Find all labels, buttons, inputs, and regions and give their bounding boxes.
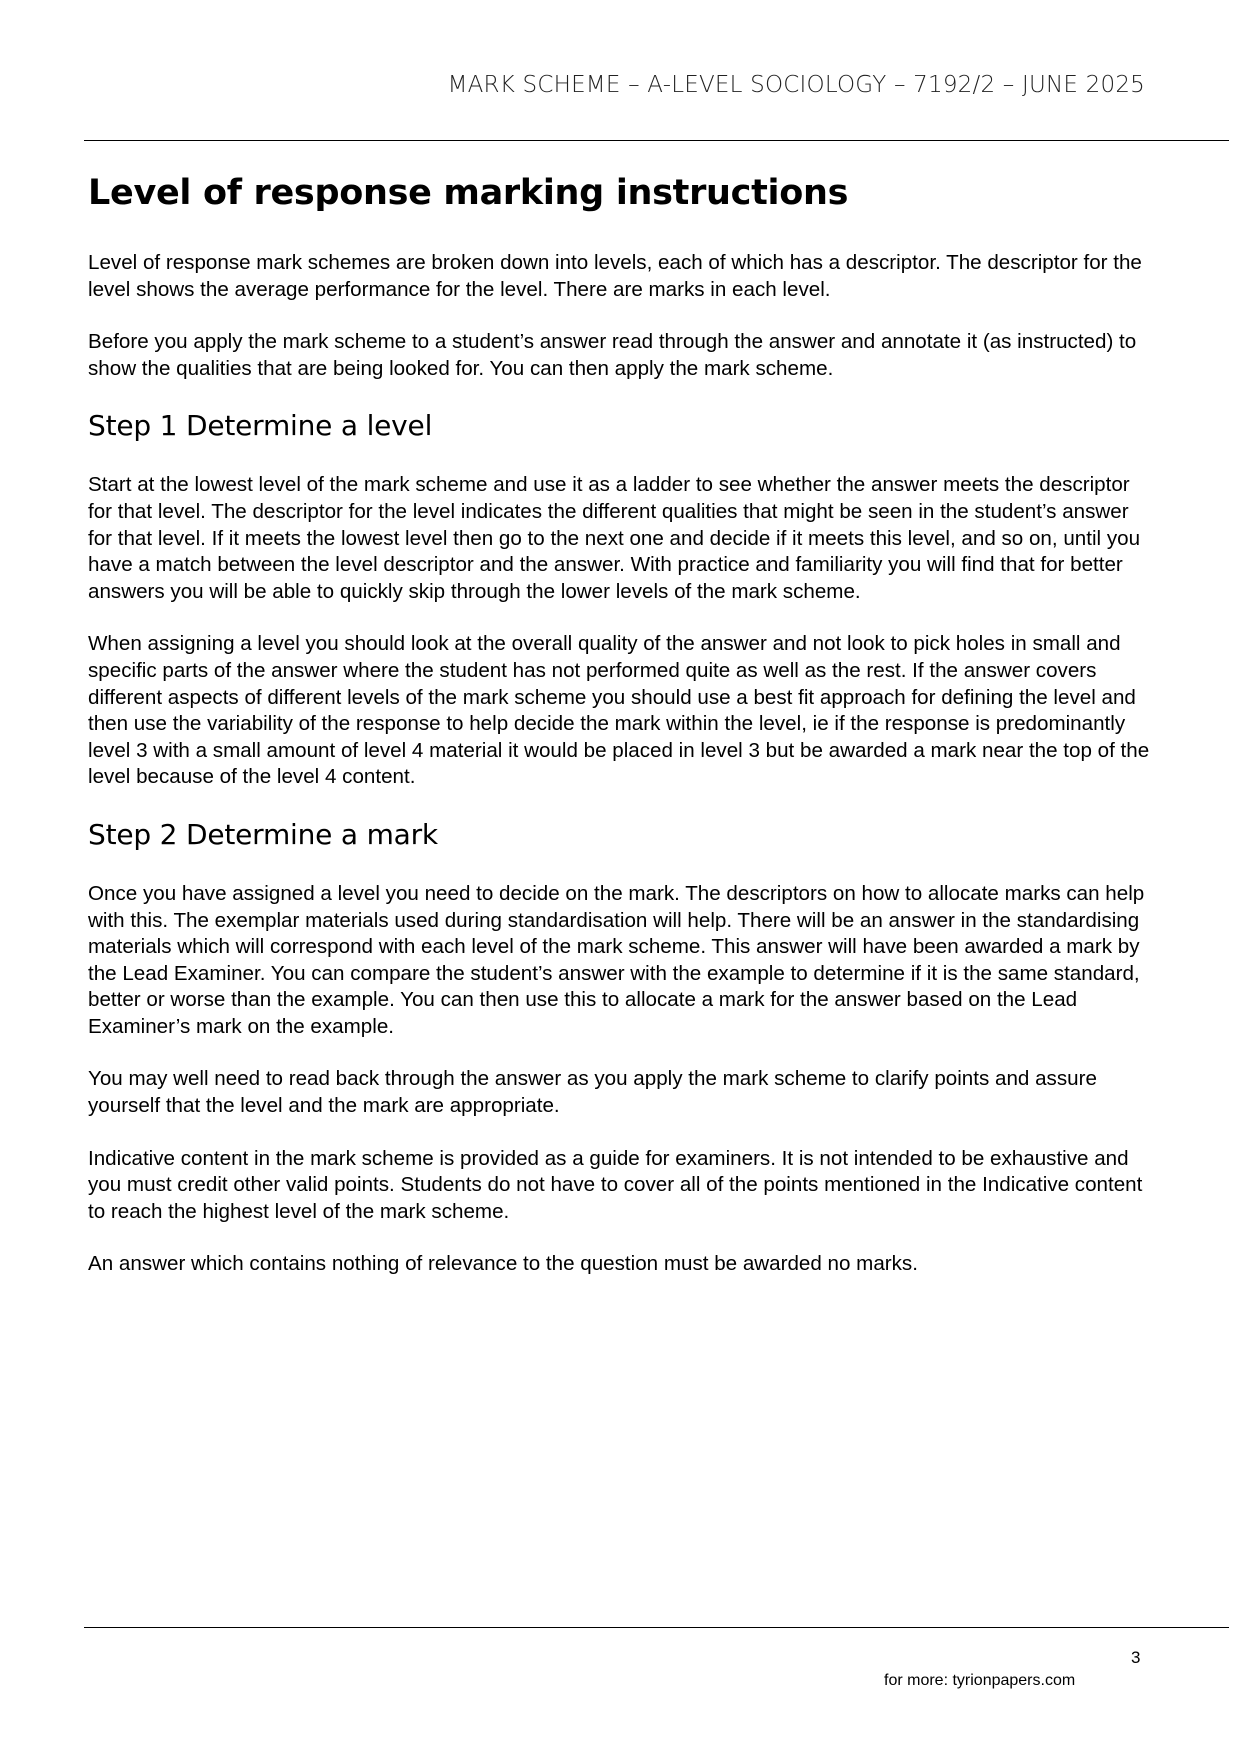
page-number: 3 — [1131, 1648, 1141, 1667]
intro-paragraph-1: Level of response mark schemes are broken down into levels, each of which has a descriptor. The descriptor for the level shows the average performance for the level. There are marks in each level. — [88, 251, 1142, 301]
step1-heading: Step 1 Determine a level — [88, 409, 433, 443]
page-title: Level of response marking instructions — [88, 173, 849, 213]
intro-paragraph-2: Before you apply the mark scheme to a student’s answer read through the answer and annotate it (as instructed) to show the qualities that are being looked for. You can then apply the mark scheme. — [88, 330, 1137, 380]
step2-paragraph-1: Once you have assigned a level you need to decide on the mark. The descriptors on how to allocate marks can help with this. The exemplar materials used during standardisation will help. There will be an answer in the standardising materials which will correspond with each level of the mark scheme. This answer will have been awarded a mark by the Lead Examiner. You can compare the student’s answer with the example to determine if it is the same standard, better or worse than the example. You can then use this to allocate a mark for the answer based on the Lead Examiner’s mark on the example. — [88, 881, 1145, 1038]
step2-heading: Step 2 Determine a mark — [88, 817, 438, 851]
step2-paragraph-2: You may well need to read back through the answer as you apply the mark scheme to clarify points and assure yourself that the level and the mark are appropriate. — [88, 1067, 1097, 1118]
header-divider — [84, 140, 1229, 141]
footer-link[interactable]: for more: tyrionpapers.com — [884, 1672, 1076, 1689]
main-content — [88, 170, 1153, 1304]
page-header-title: MARK SCHEME – A-LEVEL SOCIOLOGY – 7192/2 – JUNE 2025 — [447, 72, 1145, 98]
step2-paragraph-4: An answer which contains nothing of relevance to the question must be awarded no marks. — [88, 1252, 918, 1276]
step1-paragraph-1: Start at the lowest level of the mark scheme and use it as a ladder to see whether the answer meets the descriptor for that level. The descriptor for the level indicates the different qualities that might be seen in the student’s answer for that level. If it meets the lowest level then go to the next one and decide if it meets this level, and so on, until you have a match between the level descriptor and the answer. With practice and familiarity you will find that for better answers you will be able to quickly skip through the lower levels of the mark scheme. — [88, 473, 1141, 603]
step1-paragraph-2: When assigning a level you should look at the overall quality of the answer and not look to pick holes in small and specific parts of the answer where the student has not performed quite as well as the rest. If the answer covers different aspects of different levels of the mark scheme you should use a best fit approach for defining the level and then use the variability of the response to help decide the mark within the level, ie if the response is predominantly level 3 with a small amount of level 4 material it would be placed in level 3 but be awarded a mark near the top of the level because of the level 4 content. — [88, 632, 1150, 789]
step2-paragraph-3: Indicative content in the mark scheme is provided as a guide for examiners. It is not intended to be exhaustive and you must credit other valid points. Students do not have to cover all of the points mentioned in the Indicative content to reach the highest level of the mark scheme. — [88, 1146, 1143, 1223]
footer-divider — [84, 1627, 1229, 1628]
